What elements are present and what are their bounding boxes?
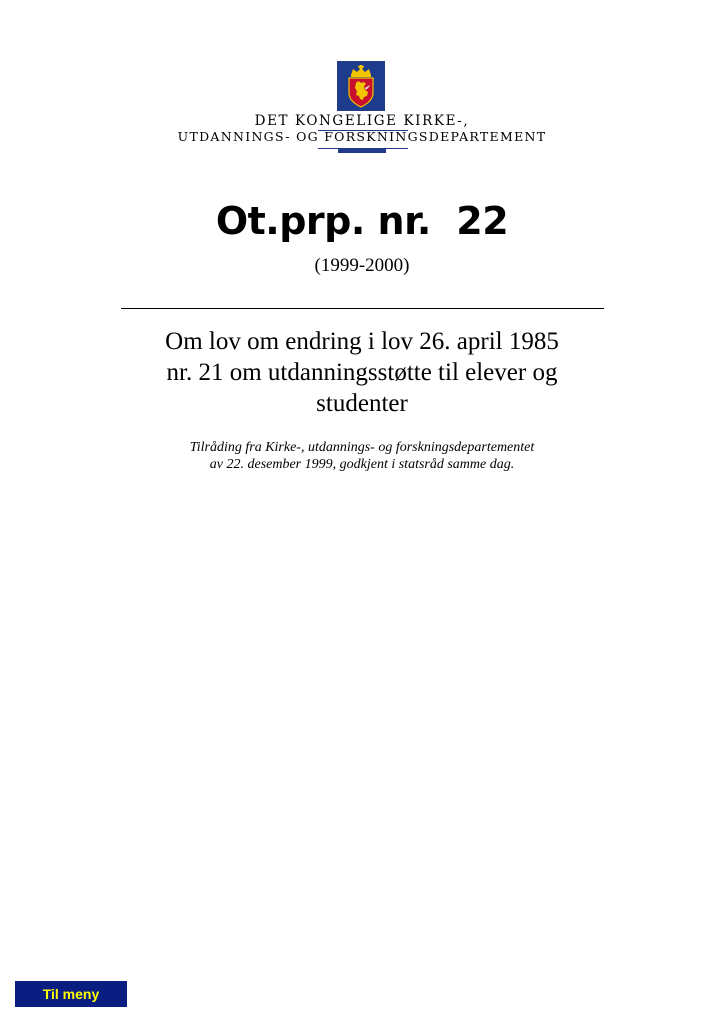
approval-note xyxy=(120,439,604,473)
document-number: Ot.prp. nr. 22 xyxy=(215,199,509,243)
document-title xyxy=(120,326,604,419)
title-line: nr. 21 om utdanningsstøtte til elever og xyxy=(166,359,558,386)
title-line: studenter xyxy=(316,390,408,417)
session-years: (1999-2000) xyxy=(314,255,410,276)
department-header xyxy=(0,0,724,160)
title-divider xyxy=(121,308,604,309)
to-menu-button[interactable]: Til meny xyxy=(15,981,127,1007)
norwegian-coat-of-arms-icon xyxy=(337,61,385,111)
approval-line: Tilråding fra Kirke-, utdannings- og forskningsdepartementet xyxy=(189,440,535,455)
department-name-line2: UTDANNINGS- OG FORSKNINGSDEPARTEMENT xyxy=(177,129,547,144)
department-name-line1: DET KONGELIGE KIRKE-, xyxy=(254,113,470,129)
approval-line: av 22. desember 1999, godkjent i statsråd samme dag. xyxy=(209,457,515,472)
crest-graphic xyxy=(337,61,385,111)
header-bar-bottom xyxy=(338,149,386,153)
title-line: Om lov om endring i lov 26. april 1985 xyxy=(165,328,559,355)
